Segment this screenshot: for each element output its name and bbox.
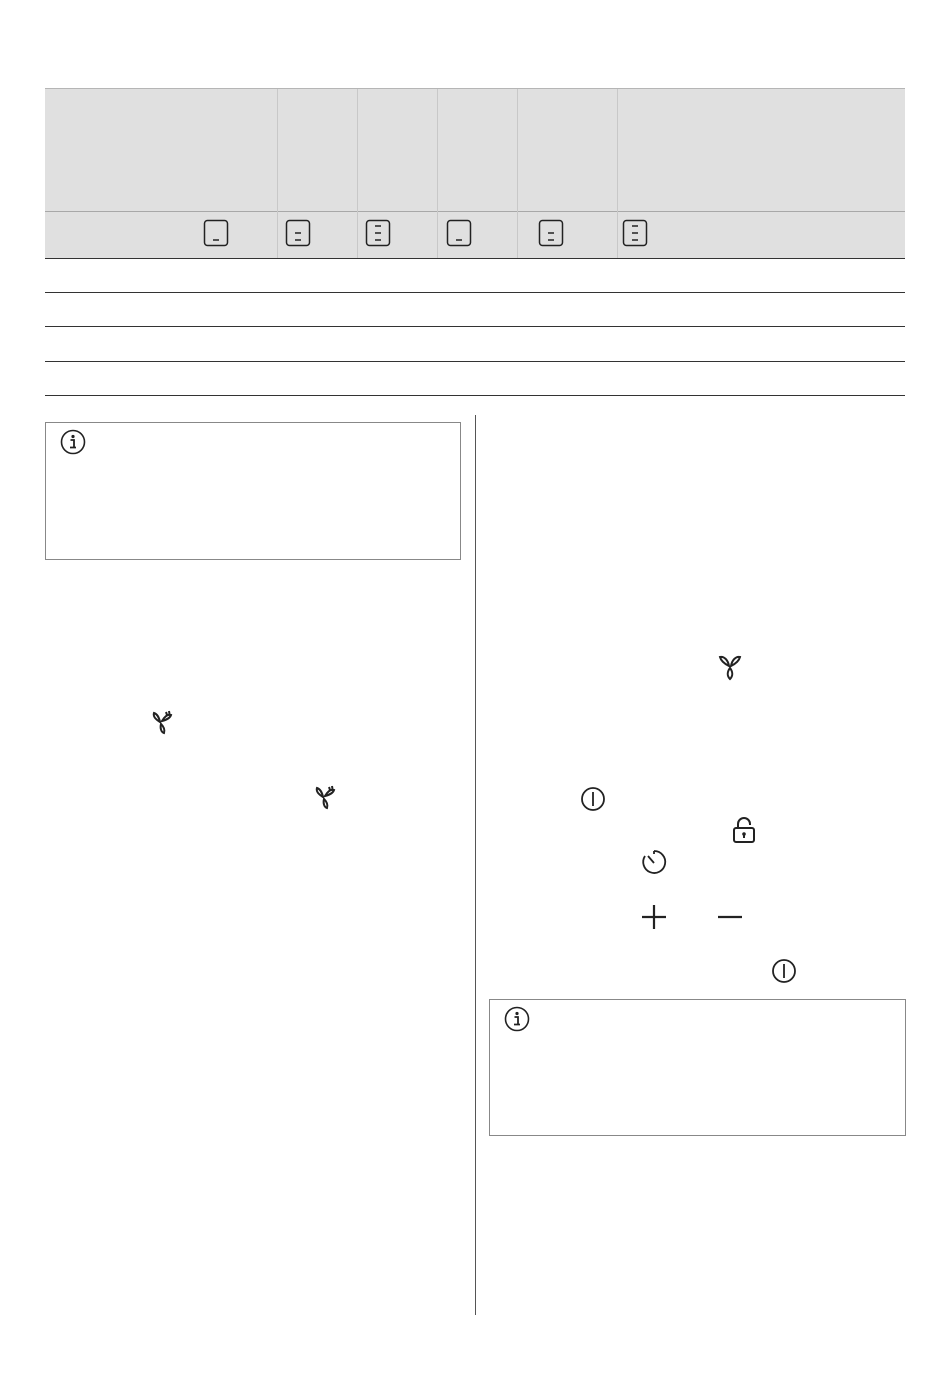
table-row-divider bbox=[45, 395, 905, 396]
table-row-divider bbox=[45, 326, 905, 327]
level-1-icon bbox=[446, 219, 472, 247]
level-2-icon bbox=[538, 219, 564, 247]
info-icon bbox=[60, 429, 86, 455]
table-row-divider bbox=[45, 258, 905, 259]
hob2hood-fan-icon bbox=[148, 708, 176, 736]
info-note-box bbox=[45, 422, 461, 560]
table-row-divider bbox=[45, 361, 905, 362]
level-3-icon bbox=[365, 219, 391, 247]
level-2-icon bbox=[285, 219, 311, 247]
plus-icon bbox=[640, 903, 668, 931]
info-icon bbox=[504, 1006, 530, 1032]
column-separator bbox=[617, 89, 618, 259]
on-off-icon bbox=[771, 958, 797, 984]
column-separator bbox=[437, 89, 438, 259]
column-separator bbox=[517, 89, 518, 259]
column-divider bbox=[475, 415, 476, 1315]
table-row-divider bbox=[45, 292, 905, 293]
settings-table-header bbox=[45, 88, 905, 259]
hob2hood-fan-icon bbox=[311, 783, 339, 811]
timer-icon bbox=[640, 848, 668, 876]
column-separator bbox=[357, 89, 358, 259]
level-1-icon bbox=[203, 219, 229, 247]
header-divider bbox=[45, 211, 905, 212]
fan-icon bbox=[715, 652, 745, 682]
column-separator bbox=[277, 89, 278, 259]
info-note-box bbox=[489, 999, 906, 1136]
on-off-icon bbox=[580, 786, 606, 812]
minus-icon bbox=[716, 903, 744, 931]
lock-icon bbox=[732, 817, 756, 845]
level-3-icon bbox=[622, 219, 648, 247]
